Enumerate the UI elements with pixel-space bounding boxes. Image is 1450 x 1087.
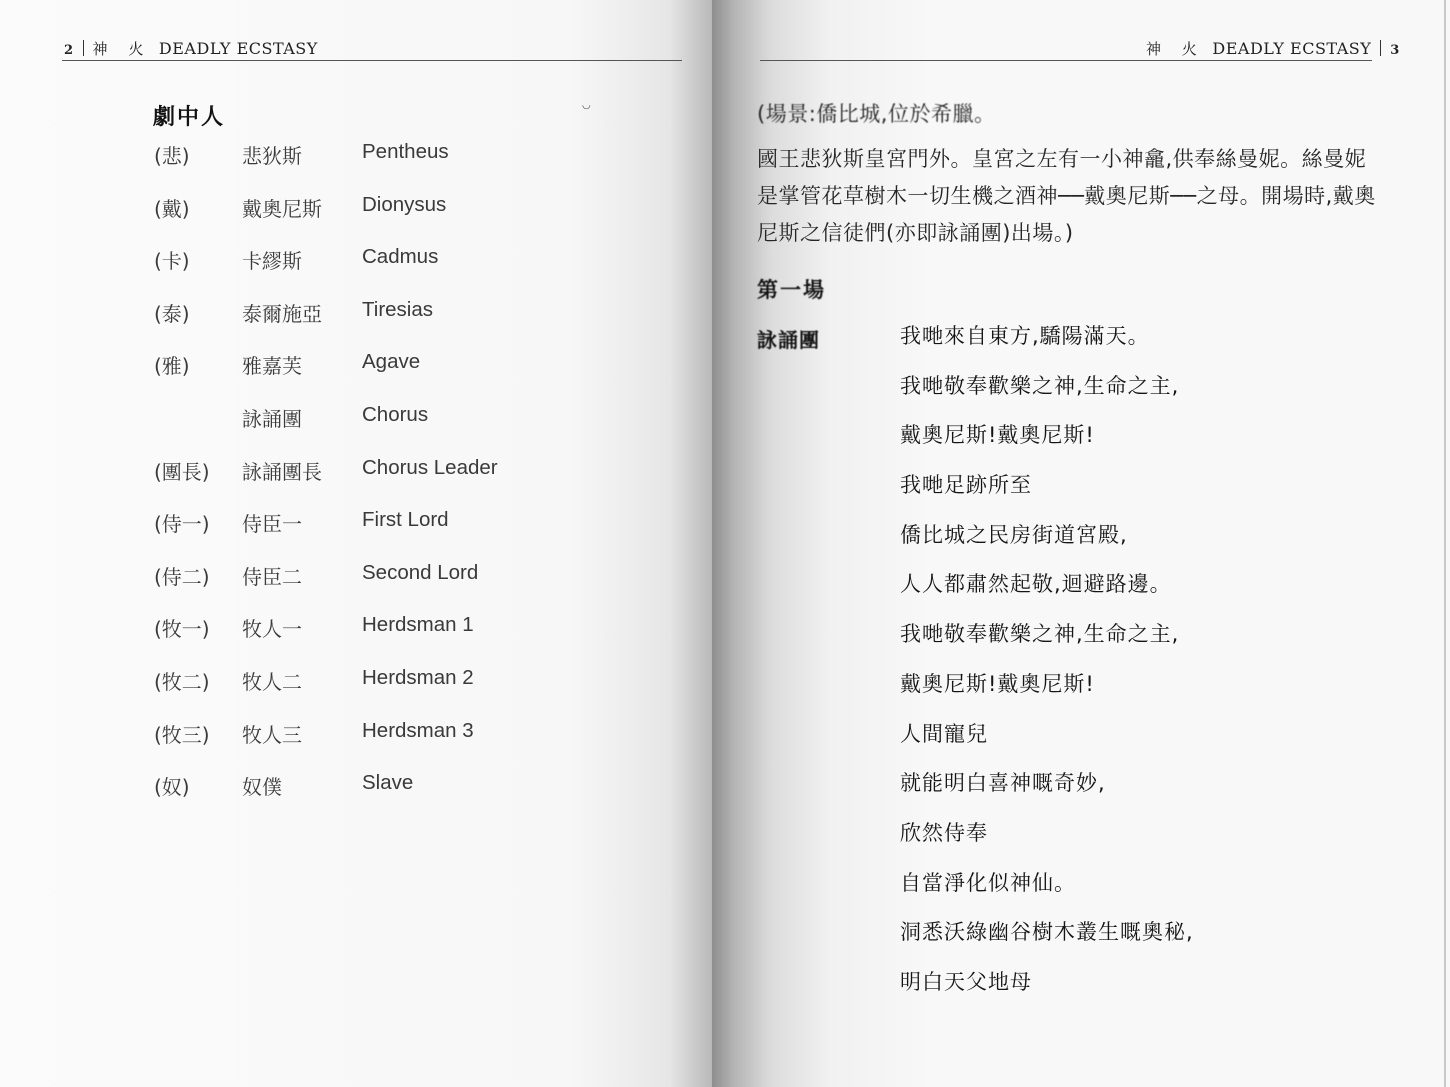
cast-name-en: Herdsman 3 [362,718,474,742]
cast-row [154,771,574,824]
cast-abbreviation: (卡) [154,249,190,274]
cast-row [154,403,574,456]
cast-name-zh: 悲狄斯 [242,144,302,168]
cast-abbreviation: (奴) [154,775,190,800]
cast-name-zh: 詠誦團長 [242,459,322,484]
setting-line: (場景:僑比城,位於希臘。 [757,102,996,126]
cast-row [154,193,574,246]
cast-name-zh: 牧人一 [242,617,302,642]
header-rule [62,60,682,61]
cast-name-en: Chorus Leader [362,455,498,479]
page-number: 3 [1390,43,1400,58]
setting-paragraph: 國王悲狄斯皇宮門外。皇宮之左有一小神龕,供奉絲曼妮。絲曼妮是掌管花草樹木一切生機之酒神──戴奧尼斯──之母。開場時,戴奧尼斯之信徒們(亦即詠誦團)出場。) [757,147,1376,245]
cast-name-en: Second Lord [362,560,479,584]
cast-abbreviation: (牧二) [154,669,210,694]
cast-abbreviation: (侍一) [154,512,210,537]
scene-setting [757,96,1377,260]
cast-name-en: Herdsman 1 [362,613,474,637]
running-head-left [64,38,318,59]
chorus-lines [900,320,1380,1016]
cast-row [154,561,574,614]
cast-abbreviation: (侍二) [154,564,210,589]
page-number: 2 [64,43,74,58]
lyric-line: 洞悉沃綠幽谷樹木叢生嘅奧秘, [900,920,1194,945]
cast-abbreviation: (雅) [154,354,190,379]
cast-row [154,456,574,509]
print-mark: ◡ [582,100,591,111]
cast-name-zh: 戴奧尼斯 [242,196,322,221]
lyric-line: 就能明白喜神嘅奇妙, [900,771,1106,796]
cast-name-en: Dionysus [362,192,447,216]
cast-abbreviation: (牧三) [154,722,210,747]
cast-name-zh: 牧人三 [242,722,302,747]
cast-row [154,613,574,666]
lyric-line: 我哋來自東方,驕陽滿天。 [900,324,1150,348]
lyric-line: 人人都肅然起敬,迴避路邊。 [900,572,1172,597]
lyric-line: 戴奧尼斯!戴奧尼斯! [900,671,1095,696]
lyric-line: 戴奧尼斯!戴奧尼斯! [900,423,1095,448]
cast-abbreviation: (戴) [154,196,190,221]
lyric-line: 僑比城之民房街道宮殿, [900,522,1128,547]
cast-title: 劇中人 [153,105,226,130]
cast-list [154,140,574,824]
cast-name-en: Cadmus [362,245,439,269]
running-head-title-en: DEADLY ECSTASY [1212,39,1372,58]
cast-row [154,719,574,772]
cast-name-zh: 雅嘉芙 [242,354,302,379]
cast-name-zh: 卡繆斯 [242,249,302,274]
cast-abbreviation: (牧一) [154,617,210,642]
cast-name-en: Chorus [362,402,429,426]
running-head-title-en: DEADLY ECSTASY [158,39,318,58]
running-head-title-zh: 神 火 [92,40,152,58]
cast-abbreviation: (團長) [154,459,210,484]
running-head-right [1146,38,1400,59]
cast-name-zh: 侍臣二 [242,564,302,589]
page-edge [1444,0,1446,1087]
cast-name-en: First Lord [362,508,449,532]
left-page [0,0,712,1087]
head-separator [1380,40,1381,56]
cast-name-en: Slave [362,771,414,795]
cast-row [154,140,574,193]
lyric-line: 我哋敬奉歡樂之神,生命之主, [900,373,1180,398]
cast-row [154,298,574,351]
lyric-line: 我哋足跡所至 [900,473,1032,498]
cast-abbreviation: (泰) [154,301,190,326]
lyric-line: 我哋敬奉歡樂之神,生命之主, [900,622,1180,647]
running-head-title-zh: 神 火 [1146,40,1205,58]
lyric-line: 欣然侍奉 [900,820,988,845]
header-rule [760,60,1372,61]
lyric-line: 明白天父地母 [900,969,1032,994]
cast-name-en: Herdsman 2 [362,665,474,689]
cast-name-en: Pentheus [362,140,449,163]
head-separator [83,40,84,56]
cast-name-en: Agave [362,350,421,374]
cast-name-zh: 泰爾施亞 [242,301,322,326]
speaker-name: 詠誦團 [757,328,820,352]
lyric-line: 自當淨化似神仙。 [900,870,1076,895]
cast-abbreviation: (悲) [154,144,190,168]
cast-row [154,245,574,298]
lyric-line: 人間寵兒 [900,721,988,746]
cast-row [154,666,574,719]
cast-row [154,508,574,561]
scene-heading: 第一場 [757,278,826,302]
cast-row [154,350,574,403]
cast-name-zh: 侍臣一 [242,512,302,537]
cast-name-zh: 詠誦團 [242,406,302,431]
cast-name-zh: 奴僕 [242,775,282,800]
cast-name-en: Tiresias [362,297,433,321]
cast-name-zh: 牧人二 [242,669,302,694]
